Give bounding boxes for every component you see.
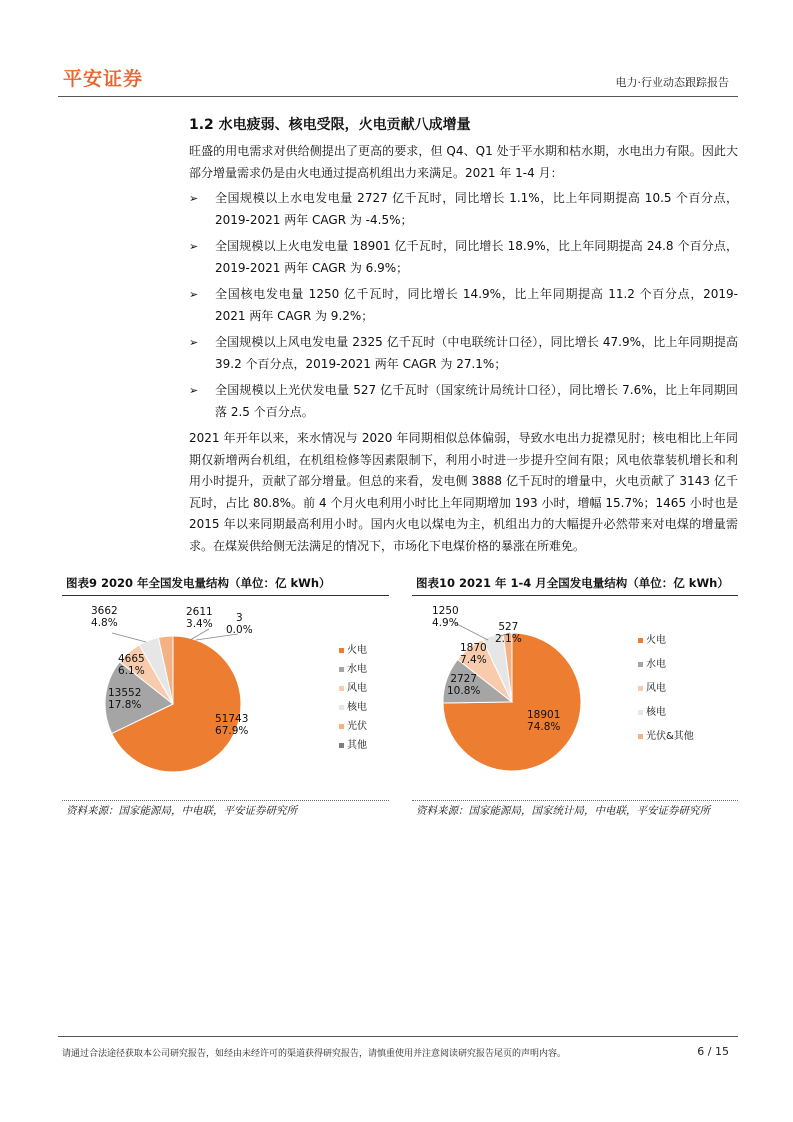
- legend-swatch: [339, 667, 344, 672]
- pie1-legend-item: [339, 660, 367, 675]
- legend-swatch: [638, 710, 643, 715]
- pie1-value: 4665: [118, 653, 145, 665]
- legend-swatch: [638, 638, 643, 643]
- bullet-text: 全国核电发电量 1250 亿千瓦时，同比增长 14.9%，比上年同期提高 11.2 个百分点，2019-2021 两年 CAGR 为 9.2%；: [215, 287, 738, 323]
- legend-swatch: [339, 686, 344, 691]
- bullet-arrow-icon: ➢: [189, 288, 199, 301]
- pie2-legend-item: [638, 655, 666, 670]
- legend-swatch: [339, 724, 344, 729]
- bullet-nuclear: [189, 284, 738, 327]
- pie2-label-nuclear: [432, 605, 459, 629]
- pie2-value: 1870: [460, 642, 487, 654]
- bullet-wind: [189, 332, 738, 375]
- bullet-hydro: [189, 188, 738, 231]
- pie1-label-other: [226, 612, 253, 636]
- pie2-legend-item: [638, 727, 694, 742]
- intro-paragraph: 旺盛的用电需求对供给侧提出了更高的要求，但 Q4、Q1 处于平水期和枯水期，水电出力有限。因此大部分增量需求仍是由火电通过提高机组出力来满足。2021 年 1-4 月：: [189, 144, 738, 180]
- pie1-legend-item: [339, 641, 367, 656]
- pie1-label-thermal: [215, 713, 248, 737]
- bullet-text: 全国规模以上水电发电量 2727 亿千瓦时，同比增长 1.1%，比上年同期提高 10.5 个百分点，2019-2021 两年 CAGR 为 -4.5%；: [215, 191, 738, 227]
- pie1-value: 2611: [186, 606, 213, 618]
- pie2-label-thermal: [527, 709, 560, 733]
- legend-label: 风电: [646, 683, 666, 694]
- pie2-value: 18901: [527, 709, 561, 721]
- legend-label: 水电: [646, 659, 666, 670]
- pie1-label-nuclear: [91, 605, 118, 629]
- pie1-label-hydro: [108, 687, 141, 711]
- legend-label: 光伏: [347, 721, 367, 732]
- pie1-percent: 67.9%: [215, 725, 249, 737]
- pie1-percent: 3.4%: [186, 618, 213, 630]
- pie1-legend-item: [339, 717, 367, 732]
- pie2-value: 1250: [432, 605, 459, 617]
- bullet-arrow-icon: ➢: [189, 336, 199, 349]
- figure9-bottom-rule: [62, 800, 389, 801]
- section-title: 1.2 水电疲弱、核电受限，火电贡献八成增量: [189, 117, 471, 133]
- figure9-labels: [62, 600, 389, 796]
- bullet-solar: [189, 380, 738, 423]
- figure10-top-rule: [412, 595, 738, 596]
- figure10-bottom-rule: [412, 800, 738, 801]
- legend-label: 核电: [347, 702, 367, 713]
- company-logo: 平安证券: [63, 68, 144, 90]
- pie2-label-solar: [495, 621, 522, 645]
- legend-swatch: [638, 662, 643, 667]
- pie1-percent: 0.0%: [226, 624, 253, 636]
- page-number: 6 / 15: [697, 1045, 729, 1058]
- legend-swatch: [638, 686, 643, 691]
- pie1-label-solar: [186, 606, 213, 630]
- pie2-value: 2727: [450, 673, 478, 685]
- footer-divider: [58, 1036, 738, 1037]
- pie1-percent: 17.8%: [108, 699, 142, 711]
- legend-swatch: [339, 705, 344, 710]
- pie1-value: 3662: [91, 605, 118, 617]
- pie2-percent: 4.9%: [432, 617, 459, 629]
- figure10-source: 资料来源：国家能源局，国家统计局，中电联，平安证券研究所: [416, 805, 710, 817]
- pie2-percent: 7.4%: [460, 654, 487, 666]
- legend-label: 火电: [646, 635, 666, 646]
- bullet-text: 全国规模以上光伏发电量 527 亿千瓦时（国家统计局统计口径），同比增长 7.6%，比上年同期回落 2.5 个百分点。: [215, 383, 738, 419]
- pie2-percent: 74.8%: [527, 721, 561, 733]
- pie1-percent: 4.8%: [91, 617, 118, 629]
- legend-label: 风电: [347, 683, 367, 694]
- legend-label: 其他: [347, 740, 367, 751]
- legend-swatch: [339, 648, 344, 653]
- pie1-legend-item: [339, 698, 367, 713]
- pie2-label-wind: [460, 642, 487, 666]
- figure9-source: 资料来源：国家能源局，中电联，平安证券研究所: [66, 805, 297, 817]
- bullet-text: 全国规模以上风电发电量 2325 亿千瓦时（中电联统计口径），同比增长 47.9%，比上年同期提高 39.2 个百分点，2019-2021 两年 CAGR 为 27.1%；: [215, 335, 738, 371]
- pie1-value: 3: [236, 612, 243, 624]
- pie1-legend-item: [339, 679, 367, 694]
- bullet-text: 全国规模以上火电发电量 18901 亿千瓦时，同比增长 18.9%，比上年同期提高 24.8 个百分点，2019-2021 两年 CAGR 为 6.9%；: [215, 239, 738, 275]
- bullet-thermal: [189, 236, 738, 279]
- legend-label: 水电: [347, 664, 367, 675]
- bullet-arrow-icon: ➢: [189, 384, 199, 397]
- figure9-title: 图表9 2020 年全国发电量结构（单位：亿 kWh）: [66, 576, 331, 590]
- bullet-arrow-icon: ➢: [189, 240, 199, 253]
- legend-swatch: [339, 743, 344, 748]
- pie2-percent: 2.1%: [495, 633, 522, 645]
- figure10-labels: [412, 600, 738, 796]
- footer-disclaimer: 请通过合法途径获取本公司研究报告，如经由未经许可的渠道获得研究报告，请慎重使用并注意阅读研究报告尾页的声明内容。: [62, 1049, 567, 1059]
- report-type: 电力·行业动态跟踪报告: [615, 76, 729, 89]
- header-divider: [58, 96, 738, 97]
- pie1-value: 13552: [108, 687, 142, 699]
- bullet-arrow-icon: ➢: [189, 192, 199, 205]
- legend-label: 光伏&其他: [646, 731, 694, 742]
- figure9-top-rule: [62, 595, 389, 596]
- pie2-legend-item: [638, 679, 666, 694]
- pie2-label-hydro: [447, 673, 480, 697]
- pie1-value: 51743: [215, 713, 249, 725]
- pie2-percent: 10.8%: [447, 685, 481, 697]
- pie1-percent: 6.1%: [118, 665, 145, 677]
- pie2-legend-item: [638, 631, 666, 646]
- pie2-legend-item: [638, 703, 666, 718]
- body-paragraph: 2021 年开年以来，来水情况与 2020 年同期相似总体偏弱，导致水电出力捉襟见肘；核电相比上年同期仅新增两台机组，在机组检修等因素限制下，利用小时进一步提升空间有限；风电依靠装机增长和利用小时提升，贡献了部分增量。但总的来看，发电侧 3888 亿千瓦时的增量中，火电贡献了 3143 亿千瓦时，占比 80.8%。前 4 个月火电利用小时比上年同期增加 193 小时，增幅 15.7%；1465 小时也是 2015 年以来同期最高利用小时。国内火电以煤电为主，机组出力的大幅提升必然带来对电煤的增量需求。在煤炭供给侧无法满足的情况下，市场化下电煤价格的暴涨在所难免。: [189, 431, 738, 553]
- pie1-label-wind: [118, 653, 145, 677]
- figure10-title: 图表10 2021 年 1-4 月全国发电量结构（单位：亿 kWh）: [416, 576, 729, 590]
- legend-label: 火电: [347, 645, 367, 656]
- legend-swatch: [638, 734, 643, 739]
- pie1-legend-item: [339, 736, 367, 751]
- legend-label: 核电: [646, 707, 666, 718]
- pie2-value: 527: [498, 621, 519, 633]
